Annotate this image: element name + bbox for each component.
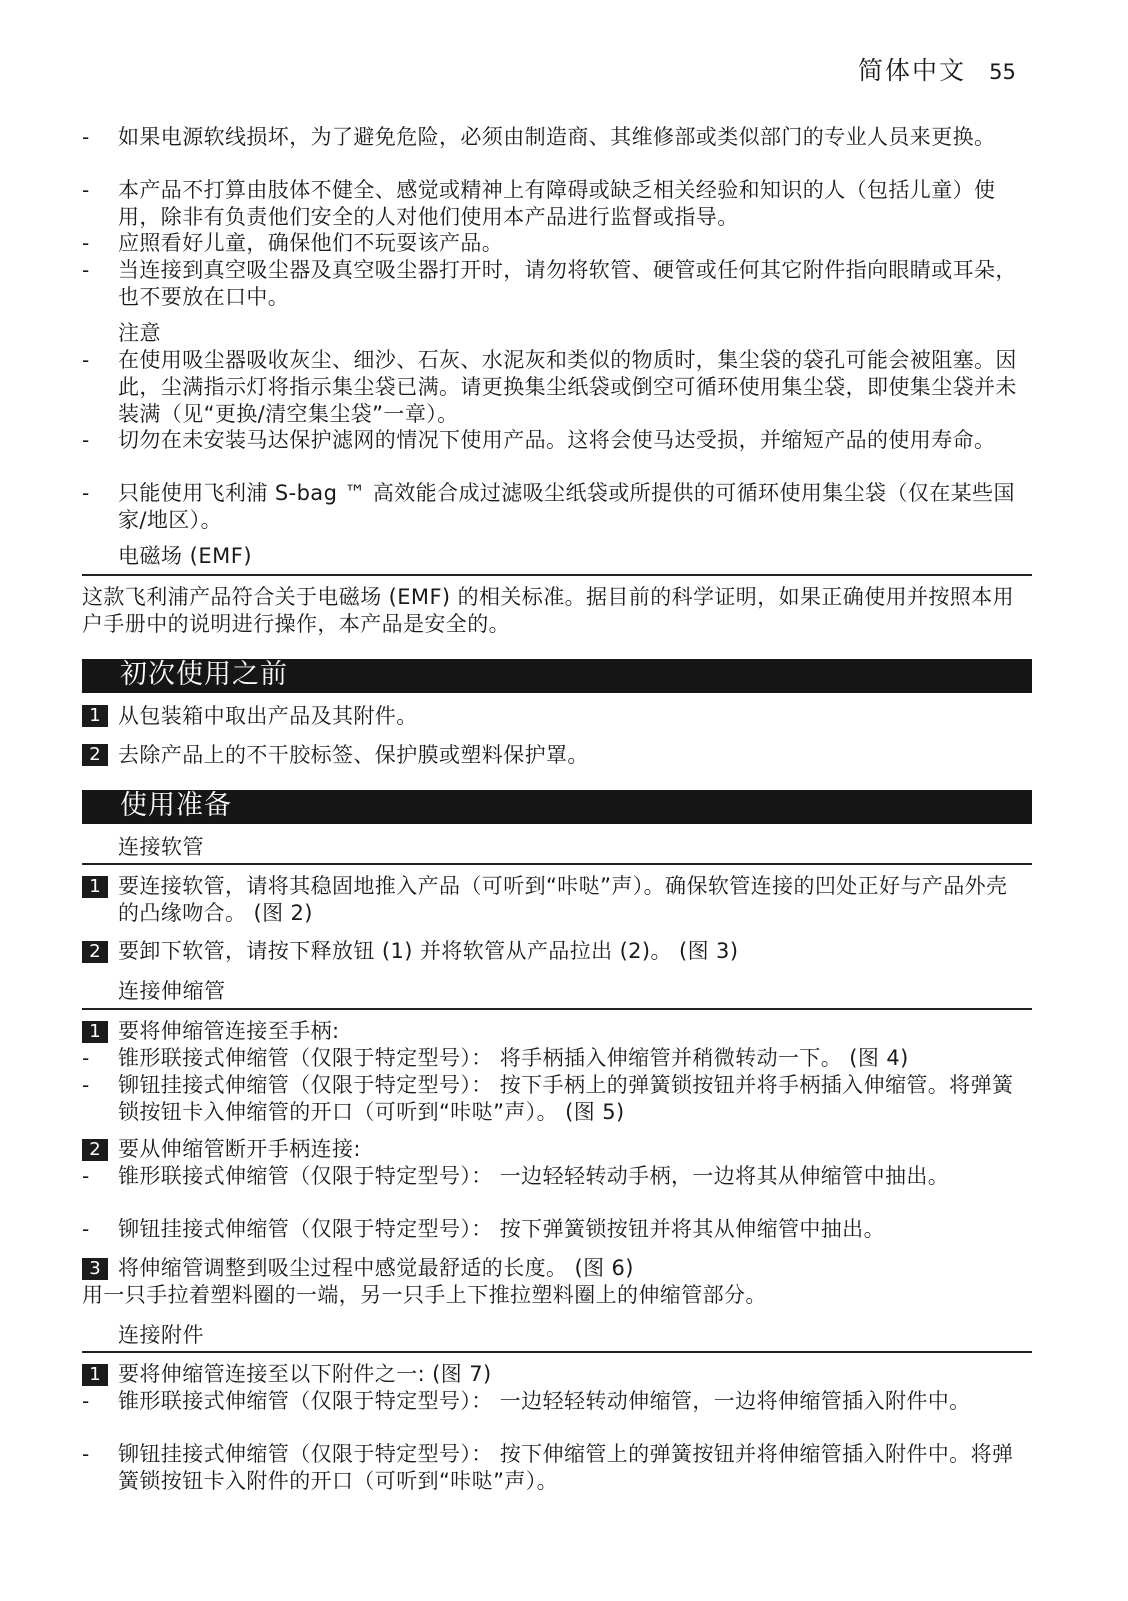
bullet-dash: - bbox=[82, 125, 90, 149]
bullet-dash: - bbox=[82, 481, 90, 505]
step-number: 1 bbox=[82, 705, 108, 727]
tube-title: 连接伸缩管 bbox=[118, 979, 226, 1003]
step-text: 要卸下软管，请按下释放钮 (1) 并将软管从产品拉出 (2)。 (图 3) bbox=[118, 939, 739, 963]
bullet-dash: - bbox=[82, 1164, 90, 1188]
caution-item: 在使用吸尘器吸收灰尘、细沙、石灰、水泥灰和类似的物质时，集尘袋的袋孔可能会被阻塞。因此，尘满指示灯将指示集尘袋已满。请更换集尘纸袋或倒空可循环使用集尘袋，即使集尘袋并未装满（见“更换/清空集尘袋”一章）。 bbox=[118, 348, 1017, 426]
emf-text: 这款飞利浦产品符合关于电磁场 (EMF) 的相关标准。据目前的科学证明，如果正确使用并按照本用户手册中的说明进行操作，本产品是安全的。 bbox=[82, 585, 1014, 636]
warning-item: 本产品不打算由肢体不健全、感觉或精神上有障碍或缺乏相关经验和知识的人（包括儿童）使用，除非有负责他们安全的人对他们使用本产品进行监督或指导。 bbox=[118, 178, 996, 229]
step-note: 用一只手拉着塑料圈的一端，另一只手上下推拉塑料圈上的伸缩管部分。 bbox=[82, 1283, 767, 1307]
caution-title: 注意 bbox=[118, 321, 161, 345]
sub-item: 锥形联接式伸缩管（仅限于特定型号）： 一边轻轻转动手柄，一边将其从伸缩管中抽出。 bbox=[118, 1164, 950, 1188]
step-number: 2 bbox=[82, 941, 108, 963]
banner-title: 初次使用之前 bbox=[120, 659, 288, 690]
bullet-dash: - bbox=[82, 1389, 90, 1413]
caution-item: 只能使用飞利浦 S-bag ™ 高效能合成过滤吸尘纸袋或所提供的可循环使用集尘袋（仅在某些国家/地区）。 bbox=[118, 481, 1015, 532]
bullet-dash: - bbox=[82, 1442, 90, 1466]
accessories-title: 连接附件 bbox=[118, 1323, 204, 1347]
bullet-dash: - bbox=[82, 231, 90, 255]
bullet-dash: - bbox=[82, 428, 90, 452]
step-number: 1 bbox=[82, 1021, 108, 1043]
sub-item: 铆钮挂接式伸缩管（仅限于特定型号）： 按下手柄上的弹簧锁按钮并将手柄插入伸缩管。将弹簧锁按钮卡入伸缩管的开口（可听到“咔哒”声）。 (图 5) bbox=[118, 1073, 1014, 1124]
bullet-dash: - bbox=[82, 1073, 90, 1097]
step-text: 从包装箱中取出产品及其附件。 bbox=[118, 704, 418, 728]
section-banner-preparing bbox=[82, 790, 1032, 824]
step-text: 去除产品上的不干胶标签、保护膜或塑料保护罩。 bbox=[118, 743, 589, 767]
step-number: 1 bbox=[82, 876, 108, 898]
sub-item: 铆钮挂接式伸缩管（仅限于特定型号）： 按下弹簧锁按钮并将其从伸缩管中抽出。 bbox=[118, 1217, 885, 1241]
step-number: 2 bbox=[82, 744, 108, 766]
step-text: 要将伸缩管连接至以下附件之一: (图 7) bbox=[118, 1362, 492, 1386]
step-number: 3 bbox=[82, 1258, 108, 1280]
hose-title: 连接软管 bbox=[118, 835, 204, 859]
section-divider bbox=[82, 1351, 1032, 1353]
bullet-dash: - bbox=[82, 1217, 90, 1241]
page-number: 55 bbox=[989, 60, 1016, 84]
sub-item: 锥形联接式伸缩管（仅限于特定型号）： 一边轻轻转动伸缩管，一边将伸缩管插入附件中。 bbox=[118, 1389, 971, 1413]
sub-item: 锥形联接式伸缩管（仅限于特定型号）： 将手柄插入伸缩管并稍微转动一下。 (图 4) bbox=[118, 1046, 909, 1070]
banner-title: 使用准备 bbox=[120, 790, 232, 821]
step-number: 1 bbox=[82, 1364, 108, 1386]
bullet-dash: - bbox=[82, 348, 90, 372]
section-divider bbox=[82, 1008, 1032, 1010]
page-header bbox=[858, 54, 1016, 88]
section-divider bbox=[82, 863, 1032, 865]
bullet-dash: - bbox=[82, 1046, 90, 1070]
section-banner-before-first-use bbox=[82, 659, 1032, 693]
step-text: 要将伸缩管连接至手柄: bbox=[118, 1019, 340, 1043]
language-label: 简体中文 bbox=[858, 56, 967, 85]
sub-item: 铆钮挂接式伸缩管（仅限于特定型号）： 按下伸缩管上的弹簧按钮并将伸缩管插入附件中。将弹簧锁按钮卡入附件的开口（可听到“咔哒”声）。 bbox=[118, 1442, 1014, 1493]
step-number: 2 bbox=[82, 1139, 108, 1161]
emf-title: 电磁场 (EMF) bbox=[118, 544, 253, 568]
warning-item: 如果电源软线损坏，为了避免危险，必须由制造商、其维修部或类似部门的专业人员来更换。 bbox=[118, 125, 996, 149]
step-text: 要从伸缩管断开手柄连接: bbox=[118, 1137, 361, 1161]
warning-item: 当连接到真空吸尘器及真空吸尘器打开时，请勿将软管、硬管或任何其它附件指向眼睛或耳朵，也不要放在口中。 bbox=[118, 258, 1017, 309]
warning-item: 应照看好儿童，确保他们不玩耍该产品。 bbox=[118, 231, 504, 255]
step-text: 要连接软管，请将其稳固地推入产品（可听到“咔哒”声）。确保软管连接的凹处正好与产品外壳的凸缘吻合。 (图 2) bbox=[118, 874, 1008, 925]
caution-item: 切勿在未安装马达保护滤网的情况下使用产品。这将会使马达受损，并缩短产品的使用寿命。 bbox=[118, 428, 996, 452]
section-divider bbox=[82, 574, 1032, 576]
bullet-dash: - bbox=[82, 258, 90, 282]
bullet-dash: - bbox=[82, 178, 90, 202]
step-text: 将伸缩管调整到吸尘过程中感觉最舒适的长度。 (图 6) bbox=[118, 1256, 634, 1280]
